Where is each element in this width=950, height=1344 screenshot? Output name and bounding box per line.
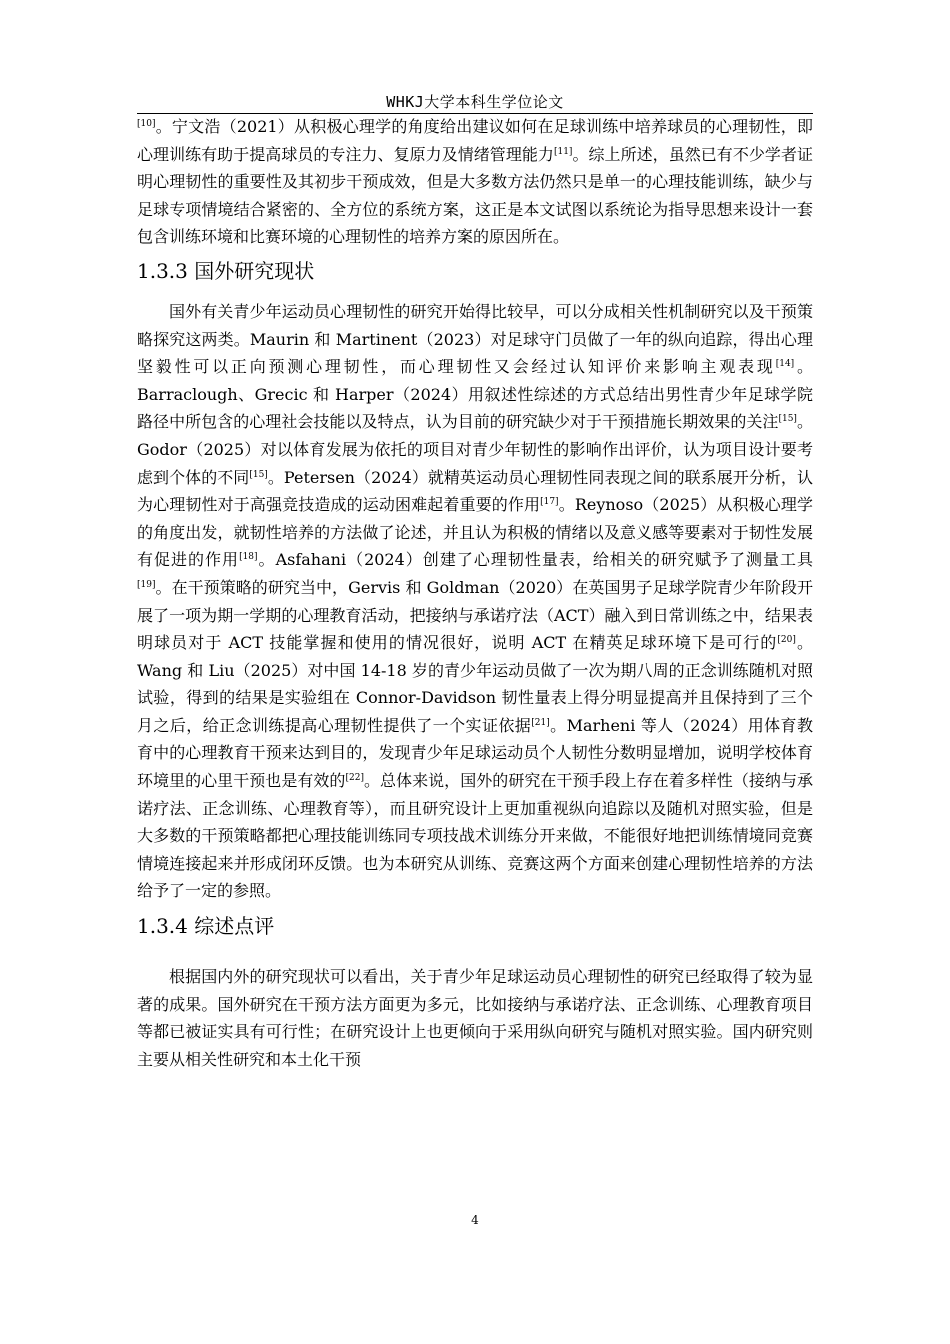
page-number: 4	[471, 1213, 479, 1227]
page-header: WHKJ大学本科生学位论文	[386, 93, 564, 111]
citation-ref: [17]	[540, 497, 559, 508]
citation-ref: [19]	[137, 579, 156, 590]
citation-ref: [10]	[137, 119, 156, 129]
citation-ref: [21]	[531, 717, 550, 728]
citation-ref: [20]	[777, 635, 796, 646]
paragraph	[137, 963, 813, 1073]
citation-ref: [14]	[775, 359, 795, 370]
text-run: 。Wang 和 Liu（2025）对中国 14-18 岁的青少年运动员做了一次为期八周的正念训练随机对照试验，得到的结果是实验组在 Connor-Davidson 韧性量表上得分明显提高并且保持到了三个月之后，给正念训练提高心理韧性提供了一个实证依据	[137, 633, 813, 735]
citation-ref: [22]	[345, 773, 364, 784]
citation-ref: [11]	[553, 146, 573, 157]
section-heading: 1.3.3 国外研究现状	[137, 258, 315, 283]
text-run: 。Marheni 等人（2024）用体育教育中的心理教育干预来达到目的，发现青少年足球运动员个人韧性分数明显增加，说明学校体育环境里的心里干预也是有效的	[137, 715, 813, 791]
text-run: 。Barraclough、Grecic 和 Harper（2024）用叙述性综述的方式总结出男性青少年足球学院路径中所包含的心理社会技能以及特点，认为目前的研究缺少对于干预措施长期效果的关注	[137, 357, 813, 432]
citation-ref: [18]	[239, 552, 258, 563]
text-run: 。总体来说，国外的研究在干预手段上存在着多样性（接纳与承诺疗法、正念训练、心理教育等），而且研究设计上更加重视纵向追踪以及随机对照实验，但是大多数的干预策略都把心理技能训练同专项技战术训练分开来做，不能很好地把训练情境同竞赛情境连接起来并形成闭环反馈。也为本研究从训练、竞赛这两个方面来创建心理韧性培养的方法给予了一定的参照。	[137, 771, 813, 901]
text-run: 。Reynoso（2025）从积极心理学的角度出发，就韧性培养的方法做了论述，并且认为积极的情绪以及意义感等要素对于韧性发展有促进的作用	[137, 495, 813, 570]
citation-ref: [15]	[249, 469, 268, 480]
text-run: 。宁文浩（2021）从积极心理学的角度给出建议如何在足球训练中培养球员的心理韧性，即心理训练有助于提高球员的专注力、复原力及情绪管理能力	[137, 117, 813, 164]
paragraph	[137, 113, 813, 251]
text-run: 。Godor（2025）对以体育发展为依托的项目对青少年韧性的影响作出评价，认为项目设计要考虑到个体的不同	[137, 412, 813, 487]
citation-ref: [15]	[778, 414, 797, 425]
paragraph	[137, 298, 813, 905]
document-body	[137, 113, 813, 1073]
text-run: 根据国内外的研究现状可以看出，关于青少年足球运动员心理韧性的研究已经取得了较为显著的成果。国外研究在干预方法方面更为多元，比如接纳与承诺疗法、正念训练、心理教育项目等都已被证实具有可行性；在研究设计上也更倾向于采用纵向研究与随机对照实验。国内研究则主要从相关性研究和本土化干预	[137, 967, 813, 1069]
text-run: 。Petersen（2024）就精英运动员心理韧性同表现之间的联系展开分析，认为心理韧性对于高强竞技造成的运动困难起着重要的作用	[137, 467, 813, 515]
text-run: 。综上所述，虽然已有不少学者证明心理韧性的重要性及其初步干预成效，但是大多数方法仍然只是单一的心理技能训练，缺少与足球专项情境结合紧密的、全方位的系统方案，这正是本文试图以系统论为指导思想来设计一套包含训练环境和比赛环境的心理韧性的培养方案的原因所在。	[137, 144, 813, 247]
text-run: 国外有关青少年运动员心理韧性的研究开始得比较早，可以分成相关性机制研究以及干预策略探究这两类。Maurin 和 Martinent（2023）对足球守门员做了一年的纵向追踪，得出心理坚毅性可以正向预测心理韧性，而心理韧性又会经过认知评价来影响主观表现	[137, 301, 813, 377]
text-run: 。Asfahani（2024）创建了心理韧性量表，给相关的研究赋予了测量工具	[257, 550, 813, 570]
text-run: 。在干预策略的研究当中，Gervis 和 Goldman（2020）在英国男子足球学院青少年阶段开展了一项为期一学期的心理教育活动，把接纳与承诺疗法（ACT）融入到日常训练之中，结果表明球员对于 ACT 技能掌握和使用的情况很好，说明 ACT 在精英足球环境下是可行的	[137, 577, 813, 653]
section-heading: 1.3.4 综述点评	[137, 914, 275, 939]
